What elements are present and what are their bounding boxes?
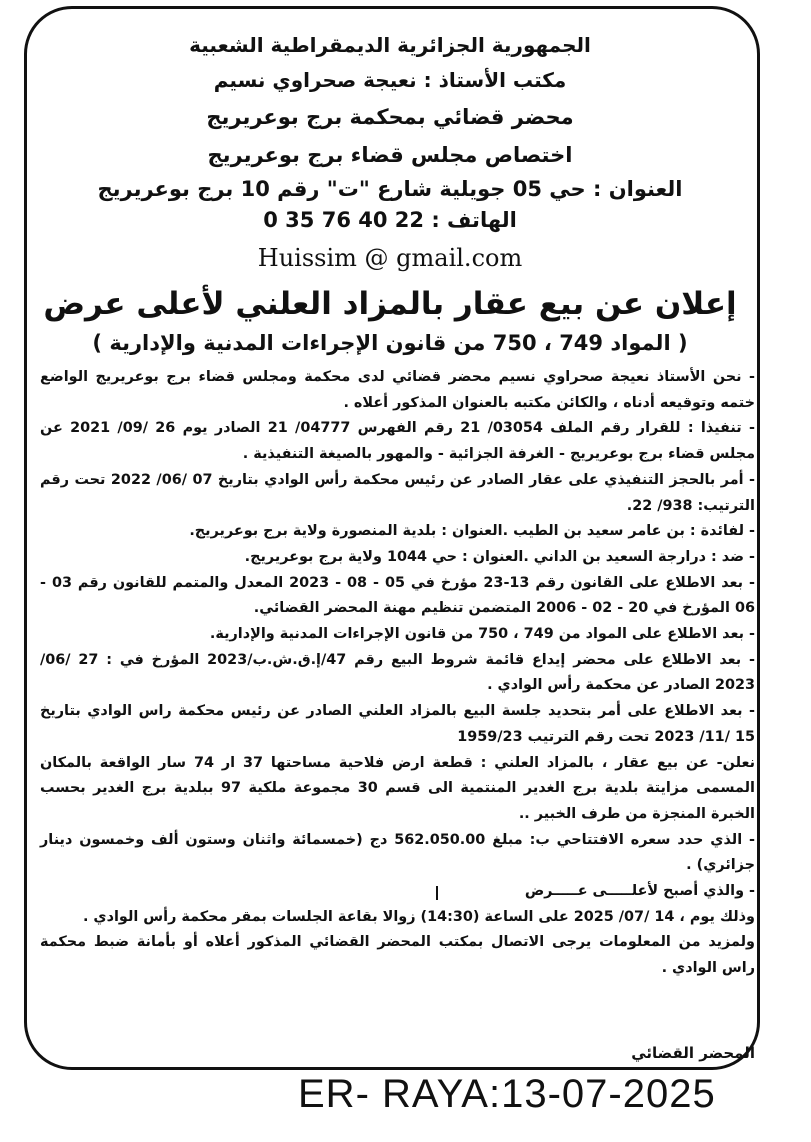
notice-title: إعلان عن بيع عقار بالمزاد العلني لأعلى عرض [43,286,737,322]
paragraph-property: نعلن- عن بيع عقار ، بالمزاد العلني : قطعة ارض فلاحية مساحتها 37 ار 74 سار الواقعة بالمكان المسمى مزايتة بلدية برج الغدير المنتمية الى قسم 30 مجموعة ملكية 97 ببلدية برج الغدير بحسب الخبرة المنجزة من طرف الخبير .. [40,754,755,822]
paragraph-beneficiary: - لفائدة : بن عامر سعيد بن الطيب .العنوان : بلدية المنصورة ولاية برج بوعريريج. [189,523,755,540]
paragraph-seizure-order: - أمر بالحجز التنفيذي على عقار الصادر عن رئيس محكمة رأس الوادي بتاريخ 07 /06/ 2022 تحت رقم الترتيب: 938/ 22. [40,471,755,514]
paragraph-highest-bid: - والذي أصبح لأعلـــــى عـــــرض [524,883,755,900]
bailiff-title: محضر قضائي بمحكمة برج بوعريريج [206,105,574,129]
paragraph-contact: ولمزيد من المعلومات يرجى الاتصال بمكتب المحضر القضائي المذكور أعلاه أو بأمانة ضبط محكمة راس الوادي . [40,934,755,977]
republic-header: الجمهورية الجزائرية الديمقراطية الشعبية [189,33,591,57]
stray-mark [436,886,438,900]
newspaper-footer: ER- RAYA:13-07-2025 [298,1072,716,1116]
jurisdiction: اختصاص مجلس قضاء برج بوعريريج [207,143,573,167]
paragraph-date: وذلك يوم ، 14 /07/ 2025 على الساعة (14:30) زوالا بقاعة الجلسات بمقر محكمة رأس الوادي . [82,908,755,925]
paragraph-articles: - بعد الاطلاع على المواد من 749 ، 750 من قانون الإجراءات المدنية والإدارية. [209,626,755,643]
notice-subtitle: ( المواد 749 ، 750 من قانون الإجراءات المدنية والإدارية ) [92,331,688,355]
paragraph-price: - الذي حدد سعره الافتتاحي ب: مبلغ 562.050.00 دج (خمسمائة واثنان وستون ألف وخمسون دينار جزائري) . [40,831,755,874]
office-email: Huissim @ gmail.com [257,244,523,272]
notice-body [40,365,755,982]
office-phone: الهاتف : 22 40 76 35 0 [263,208,517,232]
paragraph-bailiff: - نحن الأستاذ نعيجة صحراوي نسيم محضر قضائي لدى محكمة ومجلس قضاء برج بوعريريج الواضع ختمه وتوقيعه أدناه ، والكائن مكتبه بالعنوان المذكور أعلاه . [40,369,755,411]
signature: المحضر القضائي [631,1044,755,1062]
paragraph-execution: - تنفيذا : للقرار رقم الملف 03054/ 21 رقم الفهرس 04777/ 21 الصادر يوم 26 /09/ 2021 عن مجلس قضاء برج بوعريريج - الغرفة الجزائية - والمهور بالصيغة التنفيذية . [40,420,755,463]
office-name: مكتب الأستاذ : نعيجة صحراوي نسيم [213,68,567,92]
office-address: العنوان : حي 05 جويلية شارع "ت" رقم 10 برج بوعريريج [97,177,683,201]
paragraph-law-reference: - بعد الاطلاع على القانون رقم 13-23 مؤرخ في 05 - 08 - 2023 المعدل والمتمم للقانون رقم 03 - 06 المؤرخ في 20 - 02 - 2006 المتضمن تنظيم مهنة المحضر القضائي. [40,574,755,617]
paragraph-against: - ضد : درارجة السعيد بن الداني .العنوان : حي 1044 ولاية برج بوعريريج. [244,548,755,565]
paragraph-conditions: - بعد الاطلاع على محضر إيداع قائمة شروط البيع رقم 47/إ.ق.ش.ب/2023 المؤرخ في : 27 /06/ 2023 الصادر عن محكمة رأس الوادي . [40,651,755,694]
paragraph-session-order: - بعد الاطلاع على أمر بتحديد جلسة البيع بالمزاد العلني الصادر عن رئيس محكمة راس الوادي بتاريخ 15 /11/ 2023 تحت رقم الترتيب 1959/23 [40,703,755,745]
